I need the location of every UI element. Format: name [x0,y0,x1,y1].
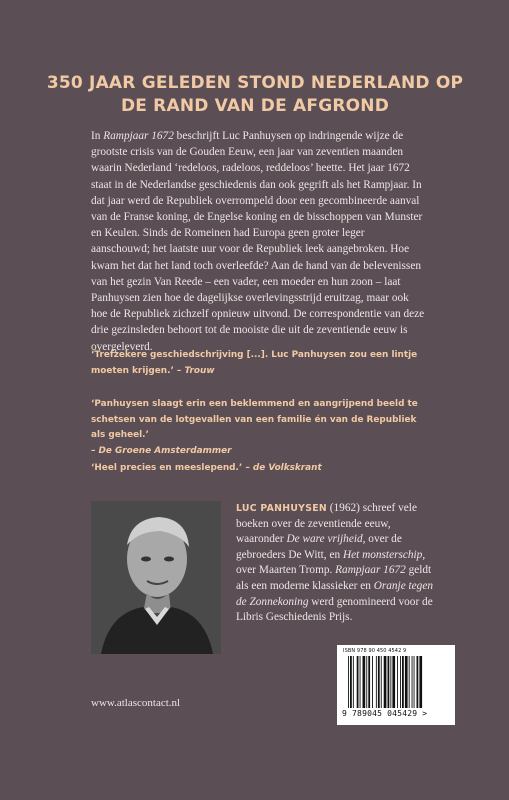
barcode-bar [381,656,382,708]
barcode-bar [353,656,354,708]
barcode-bar [378,656,380,708]
quote-trouw [91,348,431,379]
blurb [91,128,426,355]
barcode-bar [372,656,373,708]
barcode-bar [409,656,410,708]
bio-text: , over de gebroeders De Witt, en [236,533,402,561]
barcode-bar [357,656,359,708]
isbn-label: ISBN 978 90 450 4542 9 [343,648,407,654]
bio-text: werd genomineerd voor de Libris Geschiedenis Prijs. [236,595,433,624]
barcode-bar [384,656,387,708]
headline-line-1: 350 JAAR GELEDEN STOND NEDERLAND OP [46,73,464,93]
publisher-website: www.atlascontact.nl [91,697,181,709]
quote-source: Trouw [184,365,215,376]
bio-text: (1962) schreef vele boeken over de zeventiende eeuw, waaronder [236,502,417,546]
quote-text: ‘Trefzekere geschiedschrijving [...]. Luc Panhuysen zou een lintje moeten krijgen.’ [91,350,418,376]
barcode-bar [400,656,401,708]
author-name: LUC PANHUYSEN [236,503,327,514]
blurb-intro: In [91,130,104,142]
barcode-bar [363,656,366,708]
author-photo [91,501,221,654]
isbn-barcode [337,645,455,725]
bio-book-title: Oranje tegen de Zonnekoning [236,579,433,608]
barcode-bar [405,656,408,708]
blurb-book-title: Rampjaar 1672 [103,130,174,142]
quote-volkskrant [91,461,431,477]
author-bio [236,501,436,626]
blurb-text: beschrijft Luc Panhuysen op indringende wijze de grootste crisis van de Gouden Eeuw, een jaar van zeventien maanden waarin Nederland ‘redeloos, radeloos, reddeloos’ heette. Het jaar 1672 staat in de Nederlandse geschiedenis dan ook gegrift als het Rampjaar. In dat jaar werd de Republiek overrompeld door een gecombineerde aanval van de Franse koning, de Engelse koning en de bisschoppen van Munster en Keulen. Sinds de Romeinen had Europa geen groter leger aanschouwd; het laatste uur voor de Republiek leek aangebroken. Hoe kwam het dat het land toch overleefde? Aan de hand van de belevenissen van het gezin Van Reede – een vader, een moeder en hun zoon – laat Panhuysen zien hoe de dagelijkse overlevingsstrijd eruitzag, maar ook hoe de Republiek zichzelf opnieuw uitvond. De correspondentie van deze drie gezinsleden behoort tot de mooiste die uit de zeventiende eeuw is overgeleverd. [91,130,425,353]
barcode-bar [368,656,370,708]
quote-source: De Groene Amsterdammer [98,445,232,456]
headline [40,72,470,118]
barcode-bar [419,656,422,708]
quote-source: de Volkskrant [252,463,322,473]
bio-text: , over Maarten Tromp. [236,548,426,577]
quote-dash: – [242,463,253,473]
quote-groene [91,397,431,459]
barcode-bar [412,656,413,708]
barcode-bar [376,656,377,708]
barcode-digits: 9 789045 045429 > [342,709,428,718]
barcode-bar [348,656,349,708]
bio-book-title: Rampjaar 1672 [335,564,406,577]
quote-text: ‘Panhuysen slaagt erin een beklemmend en aangrijpend beeld te schetsen van de lotgevallen van een familie én van de Republiek als geheel.’ [91,399,418,440]
barcode-bar [390,656,391,708]
barcode-bar [417,656,419,708]
barcode-bar [414,656,415,708]
quote-dash: – [91,445,99,456]
barcode-bar [402,656,404,708]
barcode-bar [366,656,367,708]
quote-text: ‘Heel precies en meeslepend.’ [91,463,243,473]
barcode-bar [350,656,352,708]
quote-dash: – [173,365,185,376]
bio-text: geldt als een moderne klassieker en [236,564,432,592]
barcode-bar [360,656,361,708]
barcode-bar [397,656,398,708]
bio-book-title: De ware vrijheid [286,533,363,546]
barcode-bar [388,656,390,708]
headline-line-2: DE RAND VAN DE AFGROND [120,96,390,116]
bio-book-title: Het monsterschip [342,548,423,561]
barcode-bar [392,656,395,708]
